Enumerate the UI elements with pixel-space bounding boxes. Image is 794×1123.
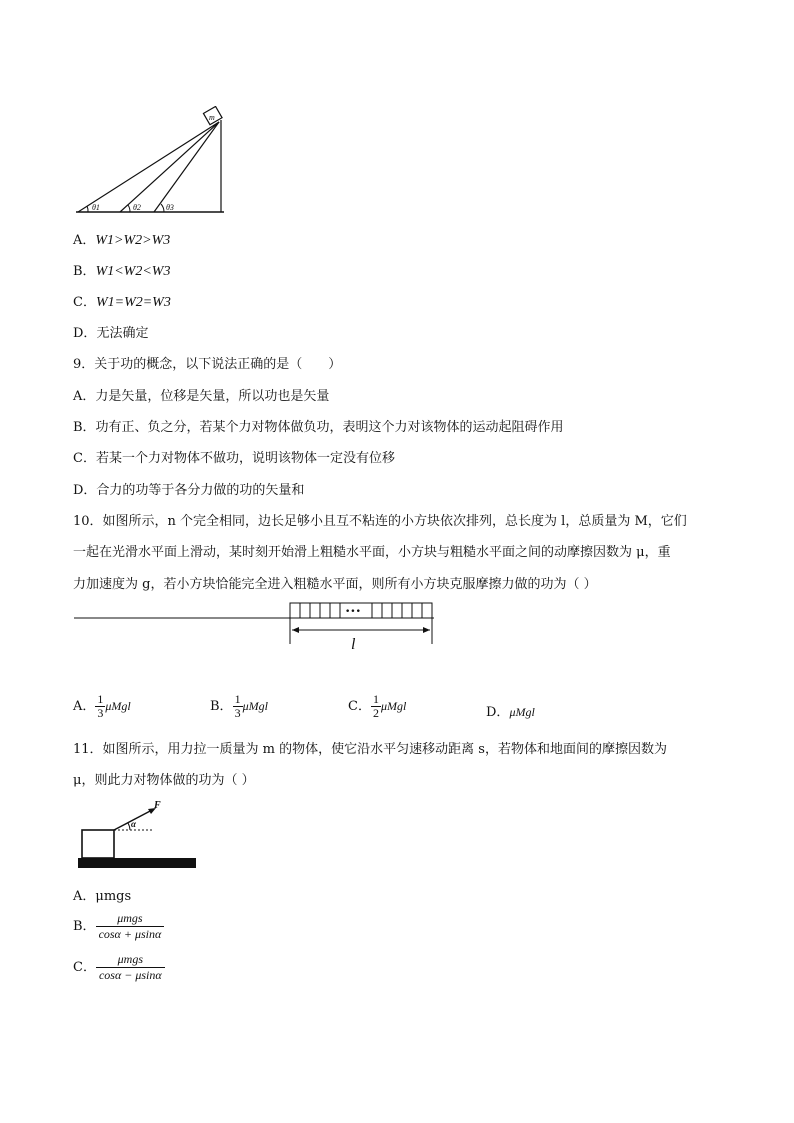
option-letter: A． bbox=[73, 233, 96, 248]
option-expression: W1>W2>W3 bbox=[95, 233, 171, 248]
q11-stem-line-1: 11．如图所示，用力拉一质量为 m 的物体，使它沿水平匀速移动距离 s，若物体和地面间的摩擦因数为 bbox=[73, 742, 667, 757]
option-letter: A． bbox=[73, 889, 96, 904]
ellipsis-dots: ••• bbox=[345, 607, 361, 617]
angle-label-1: θ1 bbox=[92, 203, 100, 212]
q11-stem-line-2: μ，则此力对物体做的功为（ ） bbox=[73, 773, 255, 788]
q9-option-a: A．力是矢量，位移是矢量，所以功也是矢量 bbox=[73, 389, 330, 404]
fraction: $\frac{\text{μmgs}}{\cos\alpha + \mu\sin\alpha}$ bbox=[96, 911, 165, 942]
q10-stem-line-1: 10．如图所示，n 个完全相同，边长足够小且互不粘连的小方块依次排列，总长度为 l，总质量为 M，它们 bbox=[73, 514, 687, 529]
q10-option-c: C． $\frac{1}{2}$ μMgl bbox=[348, 692, 407, 720]
angle-label: α bbox=[131, 819, 136, 829]
q9-option-b: B．功有正、负之分，若某个力对物体做负功，表明这个力对该物体的运动起阻碍作用 bbox=[73, 420, 564, 435]
option-expression: W1=W2=W3 bbox=[95, 295, 171, 310]
option-letter: B． bbox=[73, 264, 96, 279]
q10-stem-line-2: 一起在光滑水平面上滑动，某时刻开始滑上粗糙水平面，小方块与粗糙水平面之间的动摩擦因数为 μ，重 bbox=[73, 545, 671, 560]
option-expression: 无法确定 bbox=[96, 326, 149, 341]
length-label: l bbox=[351, 636, 356, 653]
option-expression: W1<W2<W3 bbox=[95, 264, 171, 279]
blocks-figure bbox=[74, 600, 444, 656]
q8-option-d bbox=[73, 322, 148, 341]
option-letter: B． bbox=[210, 699, 233, 714]
q8-option-c bbox=[73, 291, 171, 311]
q11-option-a bbox=[73, 885, 131, 904]
option-letter: D． bbox=[73, 326, 97, 341]
fraction: $\frac{1}{3}$ bbox=[234, 692, 241, 720]
incline-figure bbox=[72, 106, 232, 216]
q9-stem: 9．关于功的概念，以下说法正确的是（ ） bbox=[73, 357, 342, 372]
q10-stem-line-3: 力加速度为 g，若小方块恰能完全进入粗糙水平面，则所有小方块克服摩擦力做的功为（ ） bbox=[73, 577, 597, 592]
option-letter: D． bbox=[486, 705, 510, 720]
angle-label-2: θ2 bbox=[133, 203, 141, 212]
q10-option-b: B． $\frac{1}{3}$ μMgl bbox=[210, 692, 268, 720]
q11-option-c bbox=[73, 952, 165, 983]
mass-label: m bbox=[209, 113, 215, 122]
option-expression: μmgs bbox=[95, 889, 132, 904]
option-letter: C． bbox=[73, 295, 96, 310]
option-letter: C． bbox=[348, 699, 371, 714]
fraction: $\frac{1}{2}$ bbox=[372, 692, 379, 720]
q8-option-a bbox=[73, 229, 170, 249]
option-letter: B． bbox=[73, 919, 96, 934]
q10-option-d: D．μMgl bbox=[486, 705, 535, 720]
pull-force-figure bbox=[76, 797, 200, 873]
option-letter: C． bbox=[73, 960, 96, 975]
q11-option-b bbox=[73, 911, 164, 942]
q8-option-b bbox=[73, 260, 170, 280]
q9-option-d: D．合力的功等于各分力做的功的矢量和 bbox=[73, 483, 305, 498]
force-label: F bbox=[154, 800, 161, 811]
q9-option-c: C．若某一个力对物体不做功，说明该物体一定没有位移 bbox=[73, 451, 395, 466]
fraction: $\frac{1}{3}$ bbox=[97, 692, 104, 720]
fraction: $\frac{\text{μmgs}}{\cos\alpha - \mu\sin\alpha}$ bbox=[96, 952, 165, 983]
q10-option-a: A． $\frac{1}{3}$ μMgl bbox=[73, 692, 131, 720]
angle-label-3: θ3 bbox=[166, 203, 174, 212]
option-letter: A． bbox=[73, 699, 96, 714]
